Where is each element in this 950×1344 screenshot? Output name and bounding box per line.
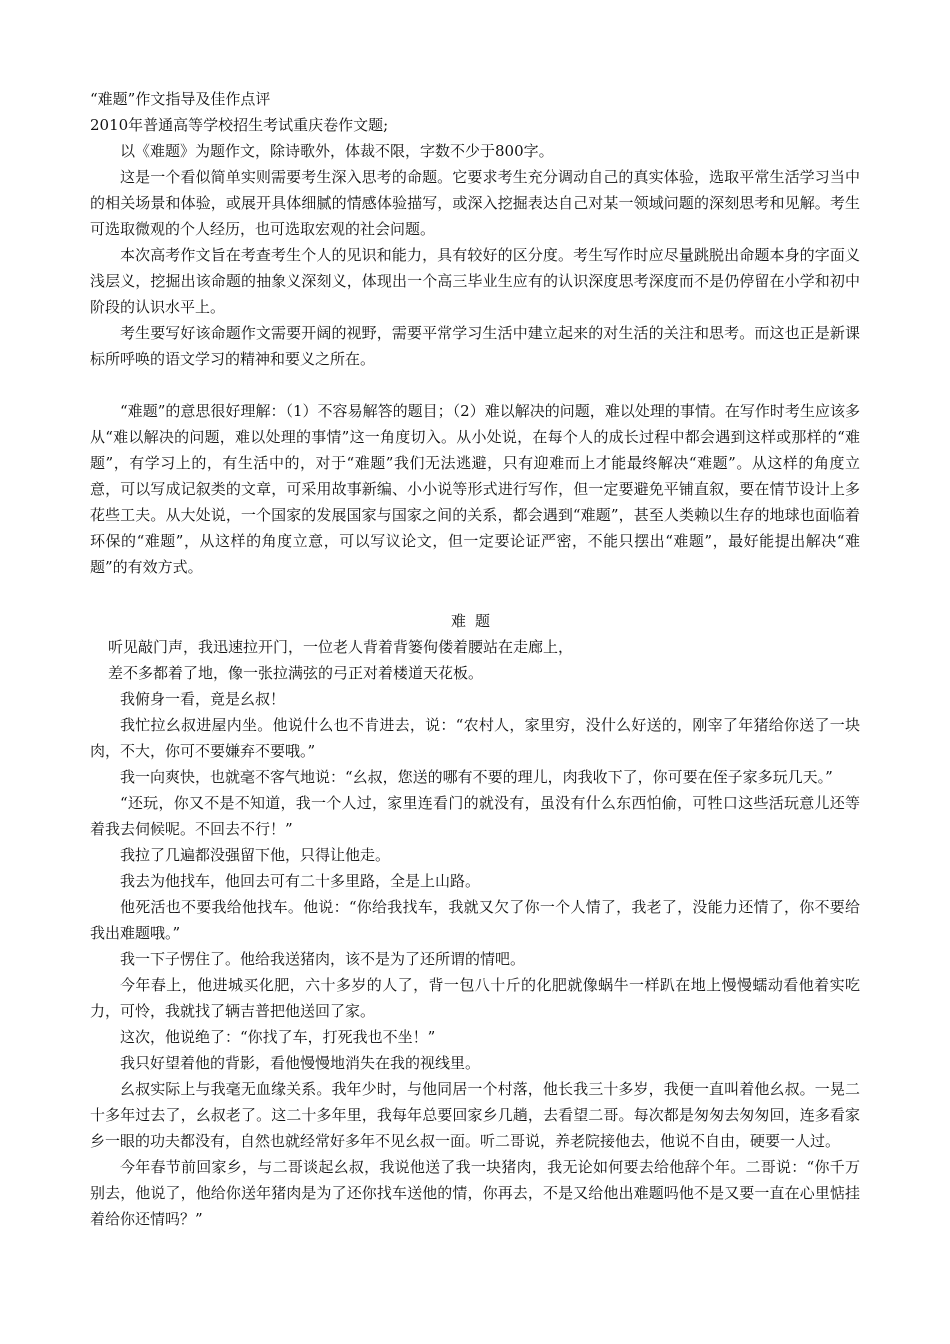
essay-prompt: 以《难题》为题作文，除诗歌外，体裁不限，字数不少于800字。 bbox=[120, 142, 554, 160]
essay-paragraph: 我一向爽快，也就毫不客气地说：“幺叔，您送的哪有不要的理儿，肉我收下了，你可要在侄子家多玩几天。” bbox=[120, 768, 833, 786]
essay-paragraph: 我拉了几遍都没强留下他，只得让他走。 bbox=[120, 846, 391, 864]
exam-source: 2010年普通高等学校招生考试重庆卷作文题; bbox=[90, 116, 389, 134]
essay-paragraph: 今年春上，他进城买化肥，六十多岁的人了，背一包八十斤的化肥就像蜗牛一样趴在地上慢慢蠕动看他着实吃力，可怜，我就找了辆吉普把他送回了家。 bbox=[90, 976, 860, 1020]
essay-paragraph: 我忙拉幺叔进屋内坐。他说什么也不肯进去，说：“农村人，家里穷，没什么好送的，刚宰了年猪给你送了一块肉，不大，你可不要嫌弃不要哦。” bbox=[90, 716, 860, 760]
blank-line bbox=[90, 580, 860, 606]
guidance-paragraph-2: 本次高考作文旨在考查考生个人的见识和能力，具有较好的区分度。考生写作时应尽量跳脱出命题本身的字面义浅层义，挖掘出该命题的抽象义深刻义，体现出一个高三毕业生应有的认识深度思考深度而不是仍停留在小学和初中阶段的认识水平上。 bbox=[90, 246, 860, 316]
essay-paragraph: 我只好望着他的背影，看他慢慢地消失在我的视线里。 bbox=[120, 1054, 481, 1072]
document-title: “难题”作文指导及佳作点评 bbox=[90, 90, 271, 108]
essay-paragraph: “还玩，你又不是不知道，我一个人过，家里连看门的就没有，虽没有什么东西怕偷，可牲口这些活玩意儿还等着我去伺候呢。不回去不行！” bbox=[90, 794, 860, 838]
essay-paragraph: 我俯身一看，竟是幺叔！ bbox=[120, 690, 286, 708]
guidance-paragraph-3: 考生要写好该命题作文需要开阔的视野，需要平常学习生活中建立起来的对生活的关注和思考。而这也正是新课标所呼唤的语文学习的精神和要义之所在。 bbox=[90, 324, 860, 368]
essay-opening-line-2: 差不多都着了地，像一张拉满弦的弓正对着楼道天花板。 bbox=[108, 664, 484, 682]
guidance-paragraph-1: 这是一个看似简单实则需要考生深入思考的命题。它要求考生充分调动自己的真实体验，选取平常生活学习当中的相关场景和体验，或展开具体细腻的情感体验描写，或深入挖掘表达自己对某一领域问题的深刻思考和见解。考生可选取微观的个人经历，也可选取宏观的社会问题。 bbox=[90, 168, 860, 238]
essay-paragraph: 今年春节前回家乡，与二哥谈起幺叔，我说他送了我一块猪肉，我无论如何要去给他辞个年。二哥说：“你千万别去，他说了，他给你送年猪肉是为了还你找车送他的情，你再去，不是又给他出难题吗他不是又要一直在心里惦挂着给你还情吗？” bbox=[90, 1158, 860, 1228]
essay-title: 难题 bbox=[450, 612, 499, 630]
guidance-paragraph-4: “难题”的意思很好理解：（1）不容易解答的题目；（2）难以解决的问题，难以处理的事情。在写作时考生应该多从“难以解决的问题，难以处理的事情”这一角度切入。从小处说，在每个人的成长过程中都会遇到这样或那样的“难题”，有学习上的，有生活中的，对于“难题”我们无法逃避，只有迎难而上才能最终解决“难题”。从这样的角度立意，可以写成记叙类的文章，可采用故事新编、小小说等形式进行写作，但一定要避免平铺直叙，要在情节设计上多花些工夫。从大处说，一个国家的发展国家与国家之间的关系，都会遇到“难题”，甚至人类赖以生存的地球也面临着环保的“难题”，从这样的角度立意，可以写议论文，但一定要论证严密，不能只摆出“难题”，最好能提出解决“难题”的有效方式。 bbox=[90, 402, 860, 576]
essay-paragraph: 我去为他找车，他回去可有二十多里路，全是上山路。 bbox=[120, 872, 481, 890]
document-page bbox=[90, 86, 860, 1232]
essay-paragraph: 我一下子愣住了。他给我送猪肉，该不是为了还所谓的情吧。 bbox=[120, 950, 526, 968]
essay-paragraph: 幺叔实际上与我毫无血缘关系。我年少时，与他同居一个村落，他长我三十多岁，我便一直叫着他幺叔。一晃二十多年过去了，幺叔老了。这二十多年里，我每年总要回家乡几趟，去看望二哥。每次都是匆匆去匆匆回，连多看家乡一眼的功夫都没有，自然也就经常好多年不见幺叔一面。听二哥说，养老院接他去，他说不自由，硬要一人过。 bbox=[90, 1080, 860, 1150]
essay-opening-line-1: 听见敲门声，我迅速拉开门，一位老人背着背篓佝偻着腰站在走廊上， bbox=[108, 638, 574, 656]
blank-line bbox=[90, 372, 860, 398]
essay-paragraph: 他死活也不要我给他找车。他说：“你给我找车，我就又欠了你一个人情了，我老了，没能力还情了，你不要给我出难题哦。” bbox=[90, 898, 860, 942]
essay-paragraph: 这次，他说绝了：“你找了车，打死我也不坐！” bbox=[120, 1028, 436, 1046]
